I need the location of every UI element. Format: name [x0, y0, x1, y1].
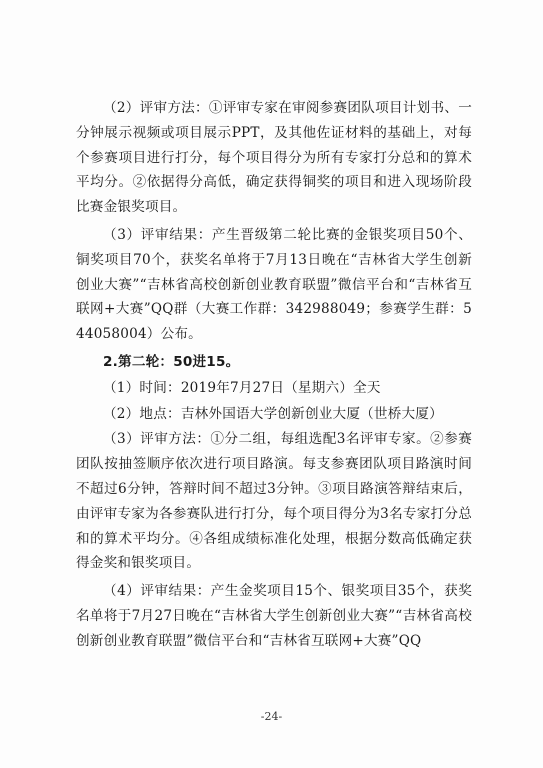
page-number: -24- [260, 710, 283, 723]
paragraph-round-2-place: （2）地点：吉林外国语大学创新创业大厦（世桥大厦） [103, 405, 443, 422]
paragraph-review-method-round-2: （3）评审方法：①分二组，每组选配3名评审专家。②参赛团队按抽签顺序依次进行项目路演。每支参赛团队项目路演时间不超过6分钟，答辩时间不超过3分钟。③项目路演答辩结束后，由评审专家为各参赛队进行打分，每个项目得分为3名专家打分总和的算术平均分。④各组成绩标准化处理，根据分数高低确定获得金奖和银奖项目。 [76, 431, 472, 572]
paragraph-review-method-round-1: （2）评审方法：①评审专家在审阅参赛团队项目计划书、一分钟展示视频或项目展示PPT，及其他佐证材料的基础上，对每个参赛项目进行打分，每个项目得分为所有专家打分总和的算术平均分。②依据得分高低，确定获得铜奖的项目和进入现场阶段比赛金银奖项目。 [76, 100, 472, 216]
paragraph-review-result-round-2: （4）评审结果：产生金奖项目15个、银奖项目35个，获奖名单将于7月27日晚在“吉林省大学生创新创业大赛”“吉林省高校创新创业教育联盟”微信平台和“吉林省互联网+大赛”QQ [76, 583, 472, 649]
body-text [76, 96, 472, 657]
paragraph-round-2-time: （1）时间：2019年7月27日（星期六）全天 [103, 379, 381, 396]
section-heading-round-2: 2.第二轮：50进15。 [103, 353, 240, 370]
paragraph-review-result-round-1: （3）评审结果：产生晋级第二轮比赛的金银奖项目50个、铜奖项目70个，获奖名单将于7月13日晚在“吉林省大学生创新创业大赛”“吉林省高校创新创业教育联盟”微信平台和“吉林省互联网+大赛”QQ群（大赛工作群：342988049；参赛学生群：544058004）公布。 [76, 226, 472, 343]
